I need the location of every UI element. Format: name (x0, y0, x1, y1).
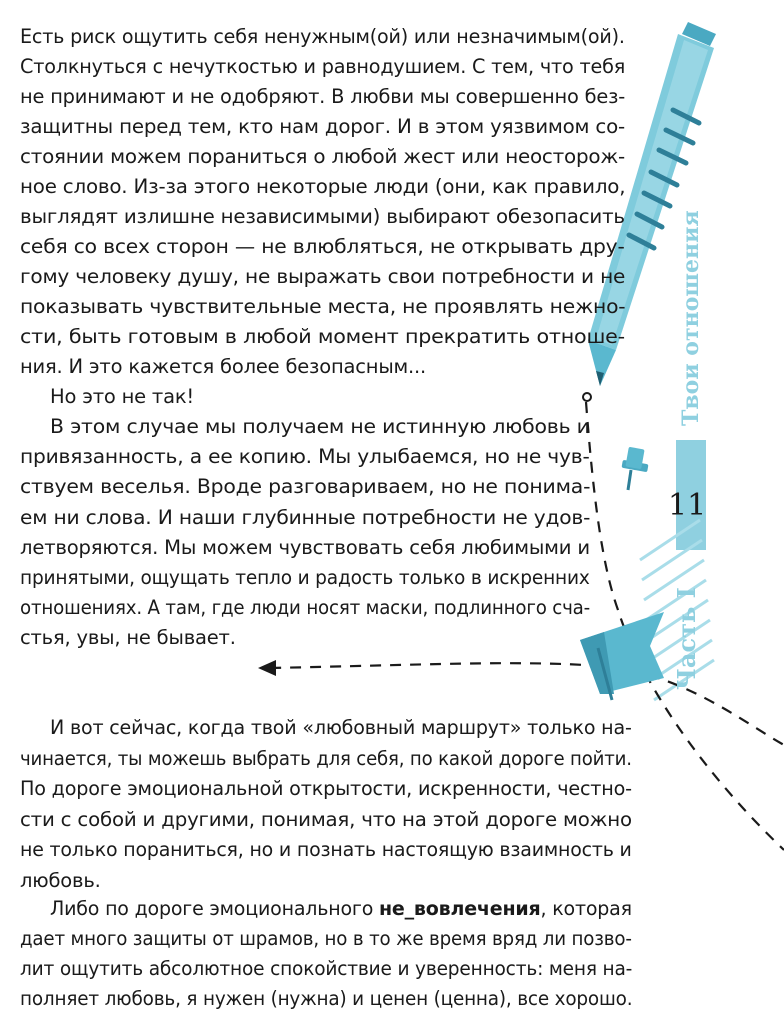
text-line: чинается, ты можешь выбрать для себя, по какой дороге пойти. (20, 746, 632, 770)
page-number: 11 (668, 488, 707, 523)
text-line: защитны перед тем, кто нам дорог. И в этом уязвимом со- (20, 115, 625, 138)
text-line: Есть риск ощутить себя ненужным(ой) или незначимым(ой). (20, 25, 625, 48)
text-line: стоянии можем пораниться о любой жест или неосторож- (20, 145, 625, 168)
text-line: дает много защиты от шрамов, но в то же время вряд ли позво- (20, 927, 632, 950)
part-label: Часть I (672, 587, 701, 690)
text-line: выглядят излишне независимыми) выбирают обезопасить (20, 205, 625, 228)
text-line: Либо по дороге эмоционального не_вовлечения, которая (50, 897, 632, 920)
text-line: ния. И это кажется более безопасным... (20, 355, 427, 378)
text-line: показывать чувствительные места, не проявлять нежно- (20, 295, 626, 318)
pushpin-icon (622, 447, 649, 490)
text-line: полняет любовь, я нужен (нужна) и ценен (ценна), все хорошо. (20, 987, 633, 1010)
text-line: Столкнуться с нечуткостью и равнодушием. С тем, что тебя (20, 55, 626, 78)
text-line: сти с собой и другими, понимая, что на этой дороге можно (20, 807, 632, 831)
route-start-marker (583, 393, 591, 401)
text-line: любовь. (20, 868, 101, 892)
arrow-left-icon (258, 660, 276, 676)
text-line: летворяются. Мы можем чувствовать себя любимыми и (20, 535, 590, 559)
text-line: сти, быть готовым в любой момент прекратить отноше- (20, 325, 625, 348)
text-line: не только пораниться, но и познать настоящую взаимность и (20, 838, 632, 861)
text-line: привязанность, а ее копию. Мы улыбаемся, но не чув- (20, 445, 590, 469)
flag-icon (580, 612, 664, 700)
text-line: И вот сейчас, когда твой «любовный маршрут» только на- (50, 716, 632, 739)
text-line: Но это не так! (50, 385, 195, 408)
section-title: Твои отношения (678, 210, 704, 426)
text-line: не принимают и не одобряют. В любви мы совершенно без- (20, 85, 626, 108)
text-line: принятыми, ощущать тепло и радость только в искренних (20, 566, 590, 589)
text-line: отношениях. А там, где люди носят маски, подлинного сча- (20, 596, 591, 620)
text-line: ем ни слова. И наши глубинные потребности не удов- (20, 505, 591, 529)
text-line: гому человеку душу, не выражать свои потребности и не (20, 265, 626, 288)
text-line: лит ощутить абсолютное спокойствие и уверенность: меня на- (20, 957, 633, 980)
text-line: В этом случае мы получаем не истинную любовь и (50, 415, 590, 438)
emphasis-term: не_вовлечения (378, 897, 541, 920)
text-line: стья, увы, не бывает. (20, 626, 236, 650)
text-line: ное слово. Из-за этого некоторые люди (они, как правило, (20, 175, 626, 198)
text-line: себя со всех сторон — не влюбляться, не открывать дру- (20, 235, 625, 258)
text-line: ствуем веселья. Вроде разговариваем, но не понима- (20, 475, 591, 499)
text-line: По дороге эмоциональной открытости, искренности, честно- (20, 777, 632, 800)
